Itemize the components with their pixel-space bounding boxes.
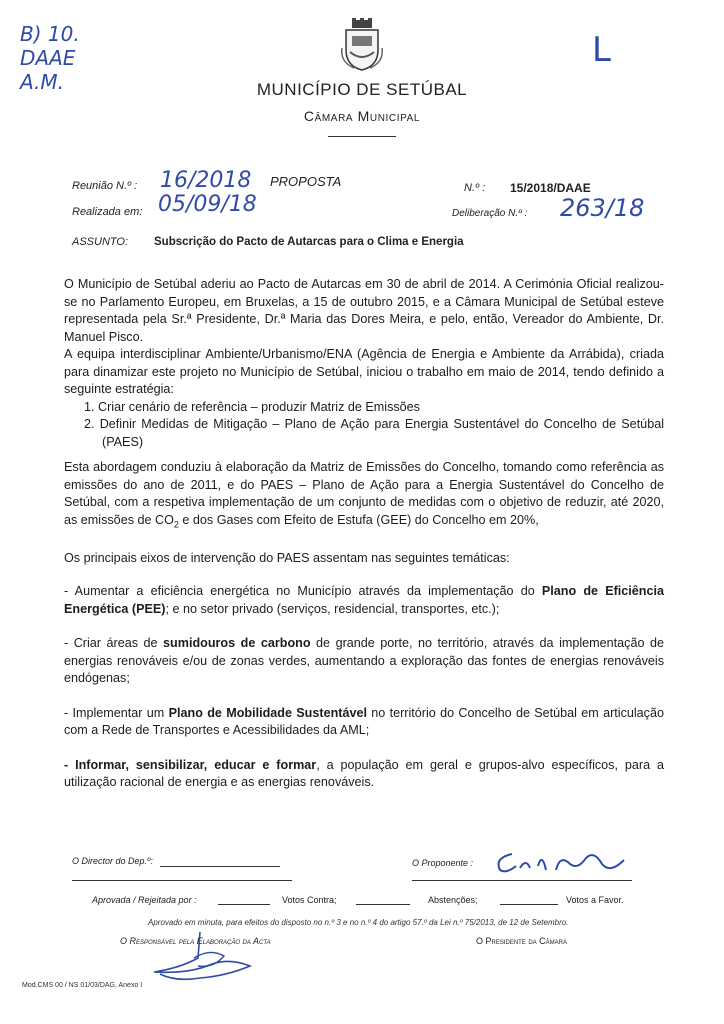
abstentions-label: Abstenções; bbox=[428, 895, 478, 905]
proposal-number-label: N.º : bbox=[464, 182, 486, 194]
abstentions-line bbox=[500, 904, 558, 905]
subject-value: Subscrição do Pacto de Autarcas para o Clima e Energia bbox=[154, 236, 464, 248]
proposal-number-value: 15/2018/DAAE bbox=[510, 181, 591, 195]
proposal-label: PROPOSTA bbox=[270, 174, 342, 189]
approved-by-line bbox=[218, 904, 270, 905]
handwritten-annotation-top-right: L bbox=[592, 30, 611, 70]
director-signature-line-lower bbox=[72, 880, 292, 881]
approval-minute-note: Aprovado em minuta, para efeitos do disposto no n.º 3 e no n.º 4 do artigo 57.º da Lei n.º 75/2013, de 12 de Setembro. bbox=[148, 918, 569, 927]
meeting-label: Reunião N.º : bbox=[72, 180, 138, 192]
paragraph-approach: Esta abordagem conduziu à elaboração da Matriz de Emissões do Concelho, tomando como referência as emissões do ano de 2011, e do PAES – Plano de Ação para a Energia Sustentável do Concelho de Setúbal, com a respetiva implementação de um conjunto de medidas com o objetivo de reduzir, até 2020, as emissões de $CO_2$ e dos Gases com Efeito de Estufa (GEE) do Concelho em 20%, bbox=[64, 460, 664, 530]
votes-against-label: Votos Contra; bbox=[282, 895, 337, 905]
responsible-label: O Responsável pela Elaboração da Acta bbox=[120, 936, 271, 946]
held-date-handwritten: 05/09/18 bbox=[158, 192, 257, 217]
strategy-item-2: 2. Definir Medidas de Mitigação – Plano de Ação para Energia Sustentável do Concelho de Setúbal (PAES) bbox=[84, 417, 664, 449]
proponent-label: O Proponente : bbox=[412, 858, 474, 868]
responsible-signature bbox=[140, 928, 290, 993]
bullet-inform: - Informar, sensibilizar, educar e formar, a população em geral e grupos-alvo específicos, para a utilização racional de energia e as energias renováveis. bbox=[64, 757, 664, 790]
coat-of-arms-emblem bbox=[340, 18, 384, 72]
meeting-number-handwritten: 16/2018 bbox=[160, 168, 252, 193]
strategy-item-1: 1. Criar cenário de referência – produzir Matriz de Emissões bbox=[84, 399, 420, 414]
director-signature-line bbox=[160, 866, 280, 867]
paragraph-team: A equipa interdisciplinar Ambiente/Urbanismo/ENA (Agência de Energia e Ambiente da Arrábida), criada para dinamizar este projeto no Município de Setúbal, iniciou o trabalho em maio de 2014, tendo definido a seguinte estratégia: bbox=[64, 347, 664, 396]
bullet-carbon-sinks: - Criar áreas de sumidouros de carbono de grande porte, no território, através da implementação de energias renováveis e/ou de zonas verdes, aumentando a exploração das fontes de energias renováveis endógenas; bbox=[64, 636, 664, 686]
director-label: O Director do Dep.º: bbox=[72, 856, 153, 866]
header-divider bbox=[328, 136, 396, 137]
votes-for-label: Votos a Favor. bbox=[566, 895, 624, 905]
document-body bbox=[64, 276, 664, 792]
deliberation-label: Deliberação N.º : bbox=[452, 208, 528, 219]
held-date-label: Realizada em: bbox=[72, 206, 143, 218]
paragraph-intro: O Município de Setúbal aderiu ao Pacto de Autarcas em 30 de abril de 2014. A Cerimónia Oficial realizou-se no Parlamento Europeu, em Bruxelas, a 15 de outubro 2015, e a Câmara Municipal de Setúbal esteve representada pela Sr.ª Presidente, Dr.ª Maria das Dores Meira, e pelo, então, Vereador do Ambiente, Dr. Manuel Pisco. bbox=[64, 277, 664, 344]
deliberation-number-handwritten: 263/18 bbox=[560, 194, 645, 222]
chamber-subtitle: Câmara Municipal bbox=[303, 108, 421, 124]
municipality-title: MUNICÍPIO DE SETÚBAL bbox=[256, 80, 468, 99]
form-code: Mod.CMS 00 / NS 01/03/DAG, Anexo I bbox=[22, 982, 143, 989]
handwritten-annotation-top-left: B) 10. DAAE A.M. bbox=[20, 22, 80, 94]
bullet-efficiency: - Aumentar a eficiência energética no Município através da implementação do Plano de Eficiência Energética (PEE); e no setor privado (serviços, residencial, transportes, etc.); bbox=[64, 584, 664, 616]
proponent-signature-line bbox=[412, 880, 632, 881]
proponent-signature bbox=[490, 844, 640, 883]
votes-against-line bbox=[356, 904, 410, 905]
paragraph-axes: Os principais eixos de intervenção do PAES assentam nas seguintes temáticas: bbox=[64, 550, 510, 565]
approved-label: Aprovada / Rejeitada por : bbox=[92, 895, 197, 905]
president-label: O Presidente da Câmara bbox=[476, 936, 568, 946]
subject-label: ASSUNTO: bbox=[72, 236, 129, 248]
bullet-mobility: - Implementar um Plano de Mobilidade Sustentável no território do Concelho de Setúbal em articulação com a Rede de Transportes e Acessibilidades da AML; bbox=[64, 705, 664, 738]
